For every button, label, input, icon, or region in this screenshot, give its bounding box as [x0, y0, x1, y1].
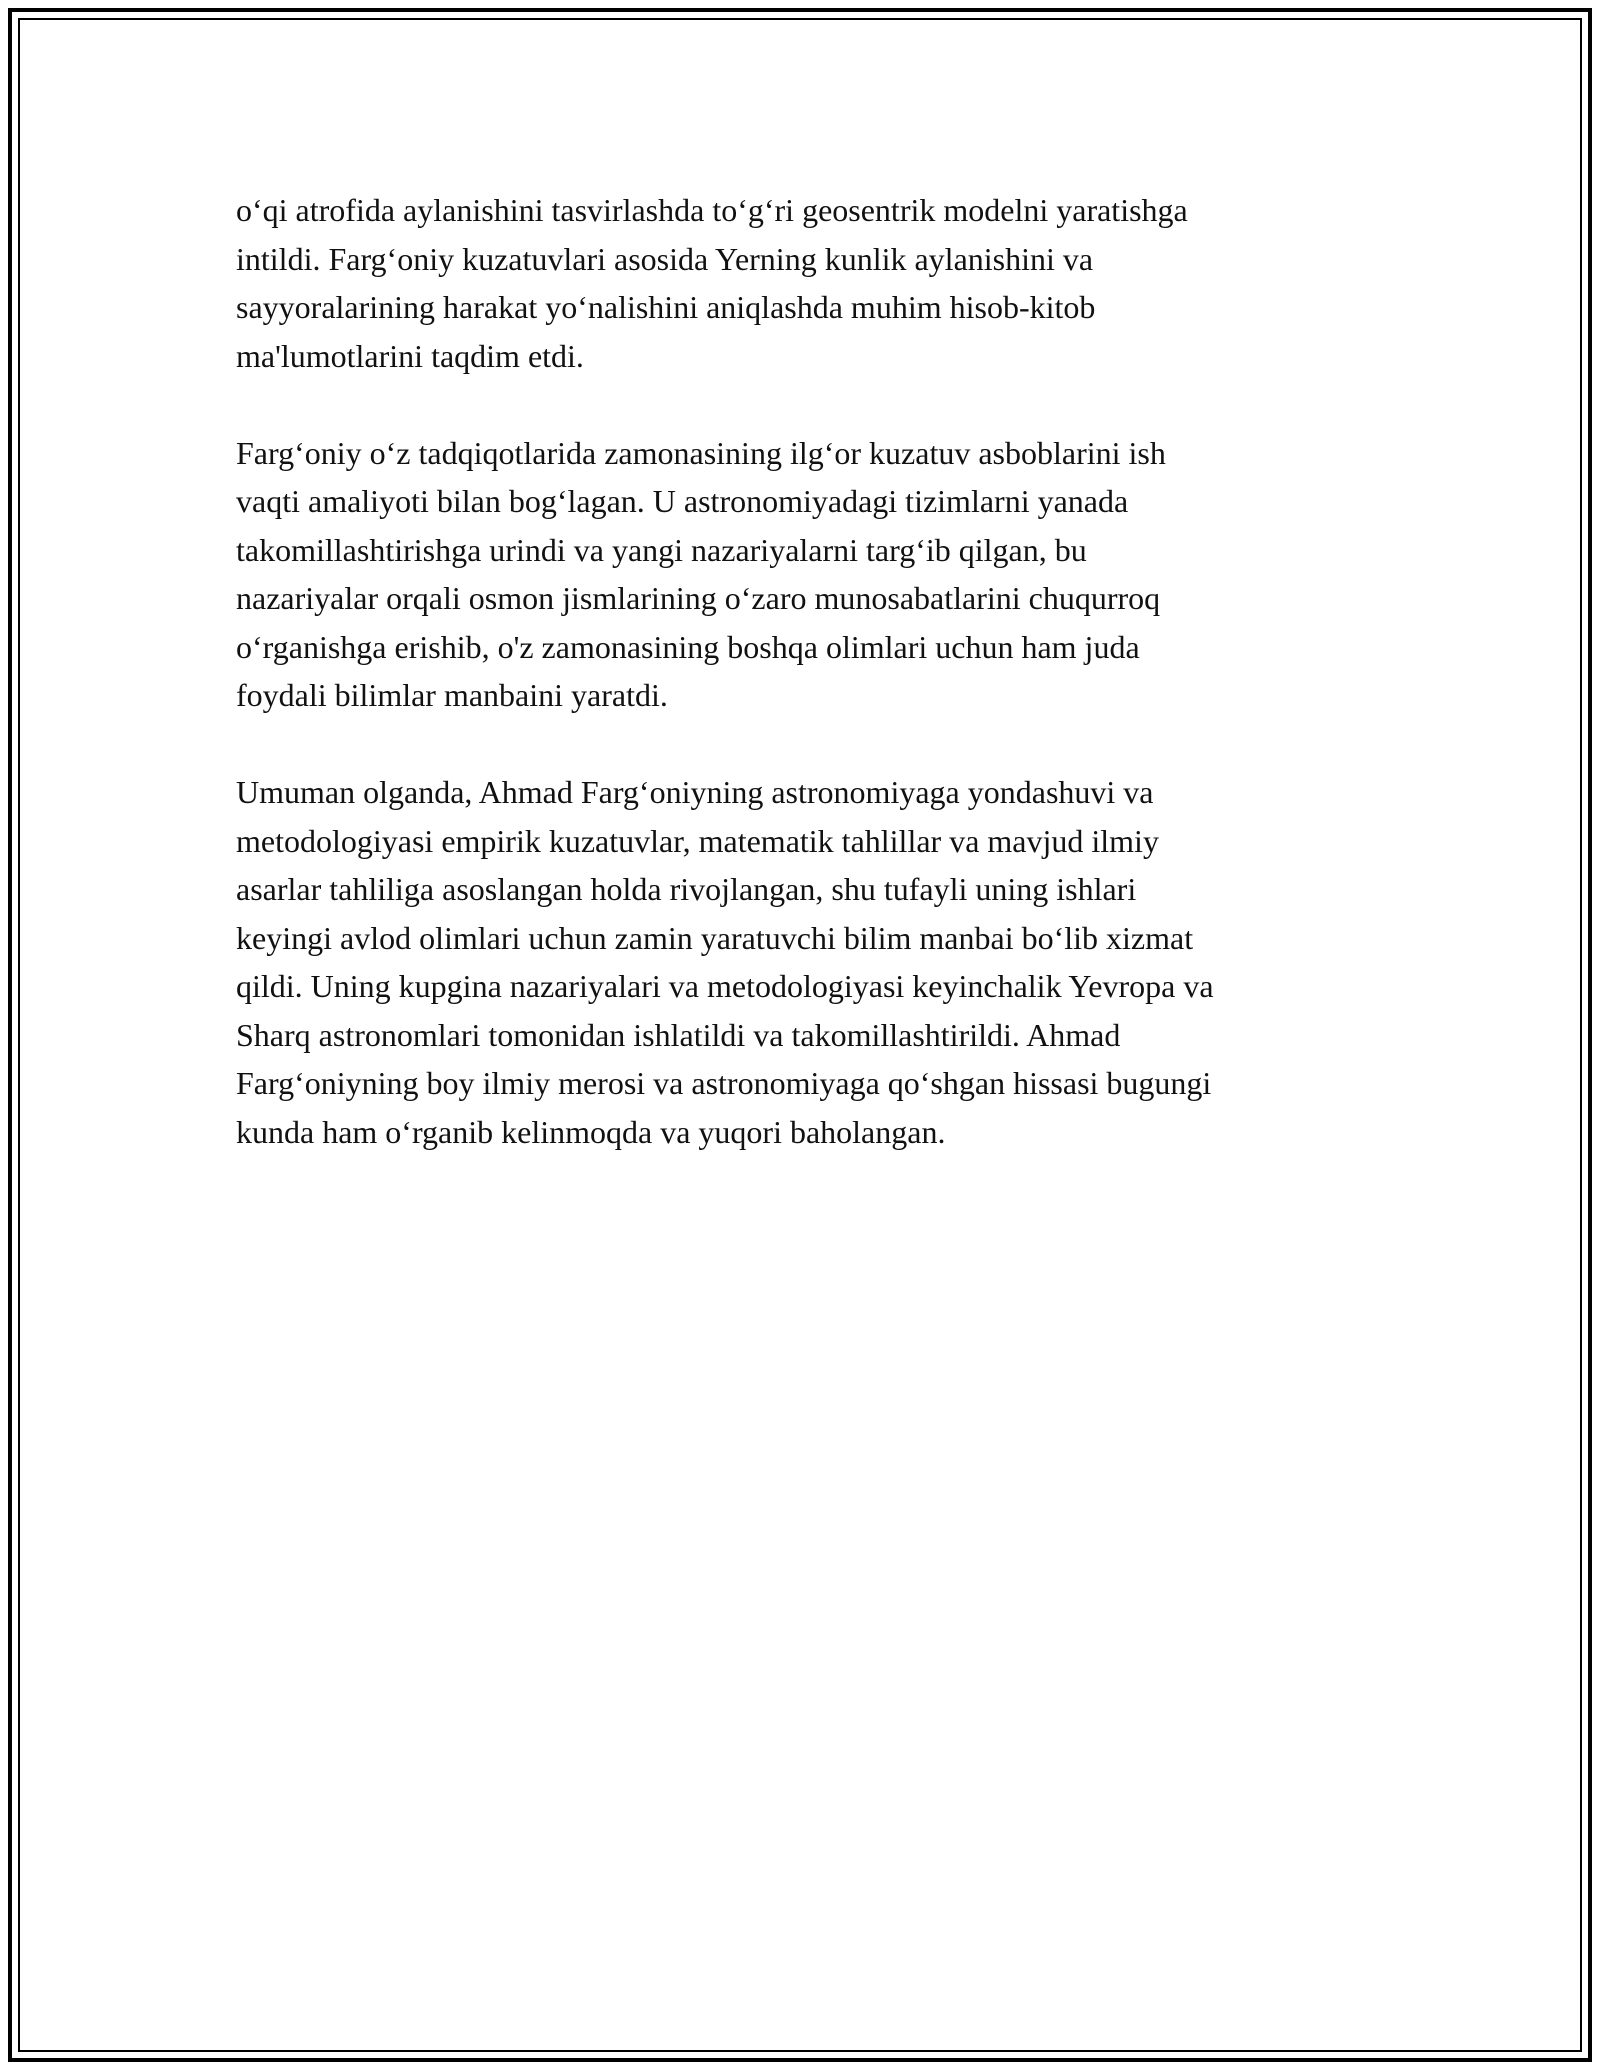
text-line: Umuman olganda, Ahmad Farg‘oniyning astronomiyaga yondashuvi va: [236, 774, 1154, 810]
text-line: metodologiyasi empirik kuzatuvlar, matematik tahlillar va mavjud ilmiy: [236, 822, 1159, 859]
text-line: asarlar tahliliga asoslangan holda rivojlangan, shu tufayli uning ishlari: [236, 871, 1137, 907]
text-line: ma'lumotlarini taqdim etdi.: [236, 337, 584, 374]
paragraph-2: [236, 429, 1376, 720]
text-line: foydali bilimlar manbaini yaratdi.: [236, 677, 668, 713]
document-body: [236, 186, 1376, 1205]
text-line: takomillashtirishga urindi va yangi nazariyalarni targ‘ib qilgan, bu: [236, 531, 1087, 568]
text-line: intildi. Farg‘oniy kuzatuvlari asosida Yerning kunlik aylanishini va: [236, 240, 1094, 277]
text-line: kunda ham o‘rganib kelinmoqda va yuqori baholangan.: [236, 1113, 946, 1150]
text-line: vaqti amaliyoti bilan bog‘lagan. U astronomiyadagi tizimlarni yanada: [236, 483, 1129, 519]
text-line: Farg‘oniy o‘z tadqiqotlarida zamonasining ilg‘or kuzatuv asboblarini ish: [236, 434, 1166, 471]
text-line: nazariyalar orqali osmon jismlarining o‘zaro munosabatlarini chuqurroq: [236, 580, 1161, 616]
text-line: Sharq astronomlari tomonidan ishlatildi va takomillashtirildi. Ahmad: [236, 1016, 1121, 1053]
text-line: qildi. Uning kupgina nazariyalari va metodologiyasi keyinchalik Yevropa va: [236, 968, 1214, 1004]
text-line: keyingi avlod olimlari uchun zamin yaratuvchi bilim manbai bo‘lib xizmat: [236, 919, 1194, 956]
text-line: Farg‘oniyning boy ilmiy merosi va astronomiyaga qo‘shgan hissasi bugungi: [236, 1065, 1212, 1101]
paragraph-3: [236, 768, 1376, 1156]
paragraph-1: [236, 186, 1376, 380]
text-line: sayyoralarining harakat yo‘nalishini aniqlashda muhim hisob-kitob: [236, 289, 1096, 325]
text-line: o‘rganishga erishib, o'z zamonasining boshqa olimlari uchun ham juda: [236, 628, 1140, 665]
text-line: o‘qi atrofida aylanishini tasvirlashda to‘g‘ri geosentrik modelni yaratishga: [236, 192, 1188, 228]
